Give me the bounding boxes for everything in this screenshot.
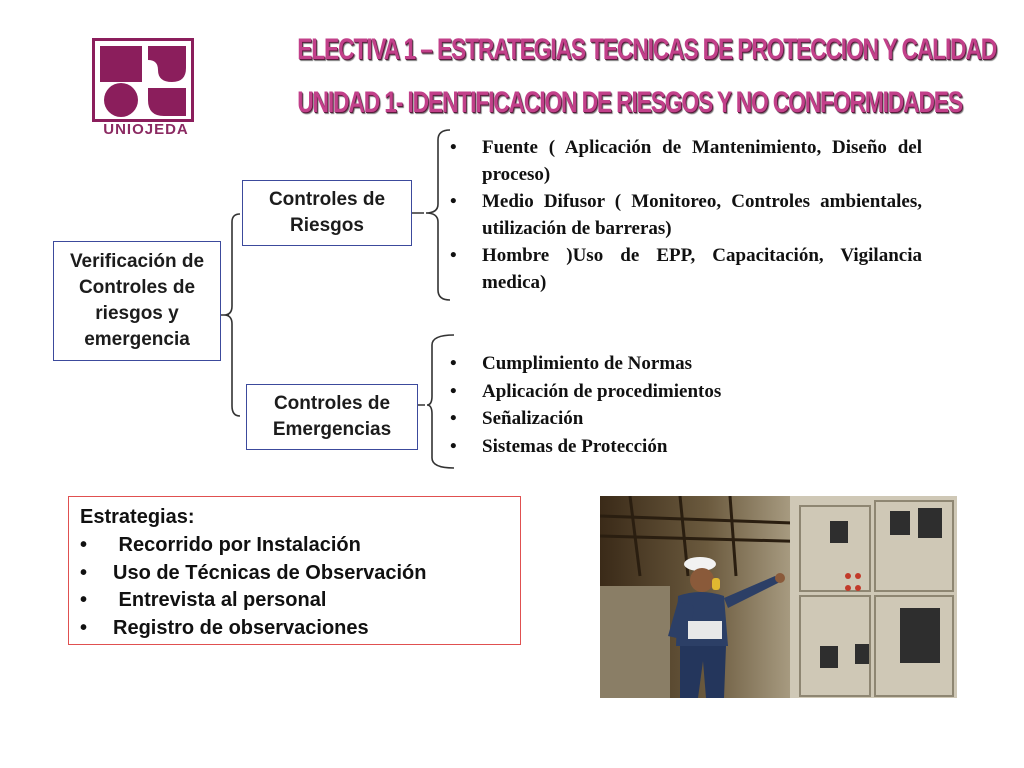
list-item: • Señalización — [450, 405, 810, 433]
risk-controls-box — [242, 180, 412, 246]
bullet-icon: • — [80, 534, 88, 556]
emergencias-bracket — [418, 335, 454, 468]
list-item: • Fuente ( Aplicación de Mantenimiento, Diseño del proceso) — [450, 134, 922, 188]
bullet-icon: • — [80, 589, 88, 611]
list-item: • Uso de Técnicas de Observación — [80, 560, 510, 588]
emergency-controls-list — [450, 350, 810, 460]
main-bracket — [221, 214, 240, 416]
bullet-icon: • — [450, 137, 457, 158]
list-item: • Hombre )Uso de EPP, Capacitación, Vigilancia medica) — [450, 242, 922, 296]
bullet-icon: • — [450, 408, 457, 429]
emergency-controls-box — [246, 384, 418, 450]
list-item: • Sistemas de Protección — [450, 433, 810, 461]
verification-box-label: Verificación de Controles de riesgos y emergencia — [69, 251, 205, 350]
bullet-icon: • — [450, 435, 457, 457]
page-title-line-1: ELECTIVA 1 – ESTRATEGIAS TECNICAS DE PROTECCION Y CALIDAD — [297, 33, 997, 66]
riesgos-bracket — [412, 130, 450, 300]
list-item: • Entrevista al personal — [80, 587, 510, 615]
strategies-list — [80, 532, 510, 642]
strategies-title: Estrategias: — [80, 506, 195, 528]
verification-box — [53, 241, 221, 361]
risk-controls-list — [450, 134, 922, 296]
list-item: • Aplicación de procedimientos — [450, 378, 810, 406]
list-item: • Medio Difusor ( Monitoreo, Controles ambientales, utilización de barreras) — [450, 188, 922, 242]
emergency-controls-label: Controles de Emergencias — [272, 393, 392, 440]
list-item: • Cumplimiento de Normas — [450, 350, 810, 378]
page-title-line-2: UNIDAD 1- IDENTIFICACION DE RIESGOS Y NO CONFORMIDADES — [297, 86, 962, 119]
risk-controls-label: Controles de Riesgos — [268, 189, 386, 236]
bullet-icon: • — [450, 191, 457, 212]
bullet-icon: • — [80, 561, 88, 584]
list-item: • Registro de observaciones — [80, 615, 510, 643]
logo-text: UNIOJEDA — [103, 121, 189, 138]
bullet-icon: • — [80, 616, 88, 639]
bullet-icon: • — [450, 380, 457, 402]
list-item: • Recorrido por Instalación — [80, 532, 510, 560]
bullet-icon: • — [450, 245, 457, 266]
bullet-icon: • — [450, 353, 457, 374]
worker-control-panel-photo — [600, 496, 957, 698]
